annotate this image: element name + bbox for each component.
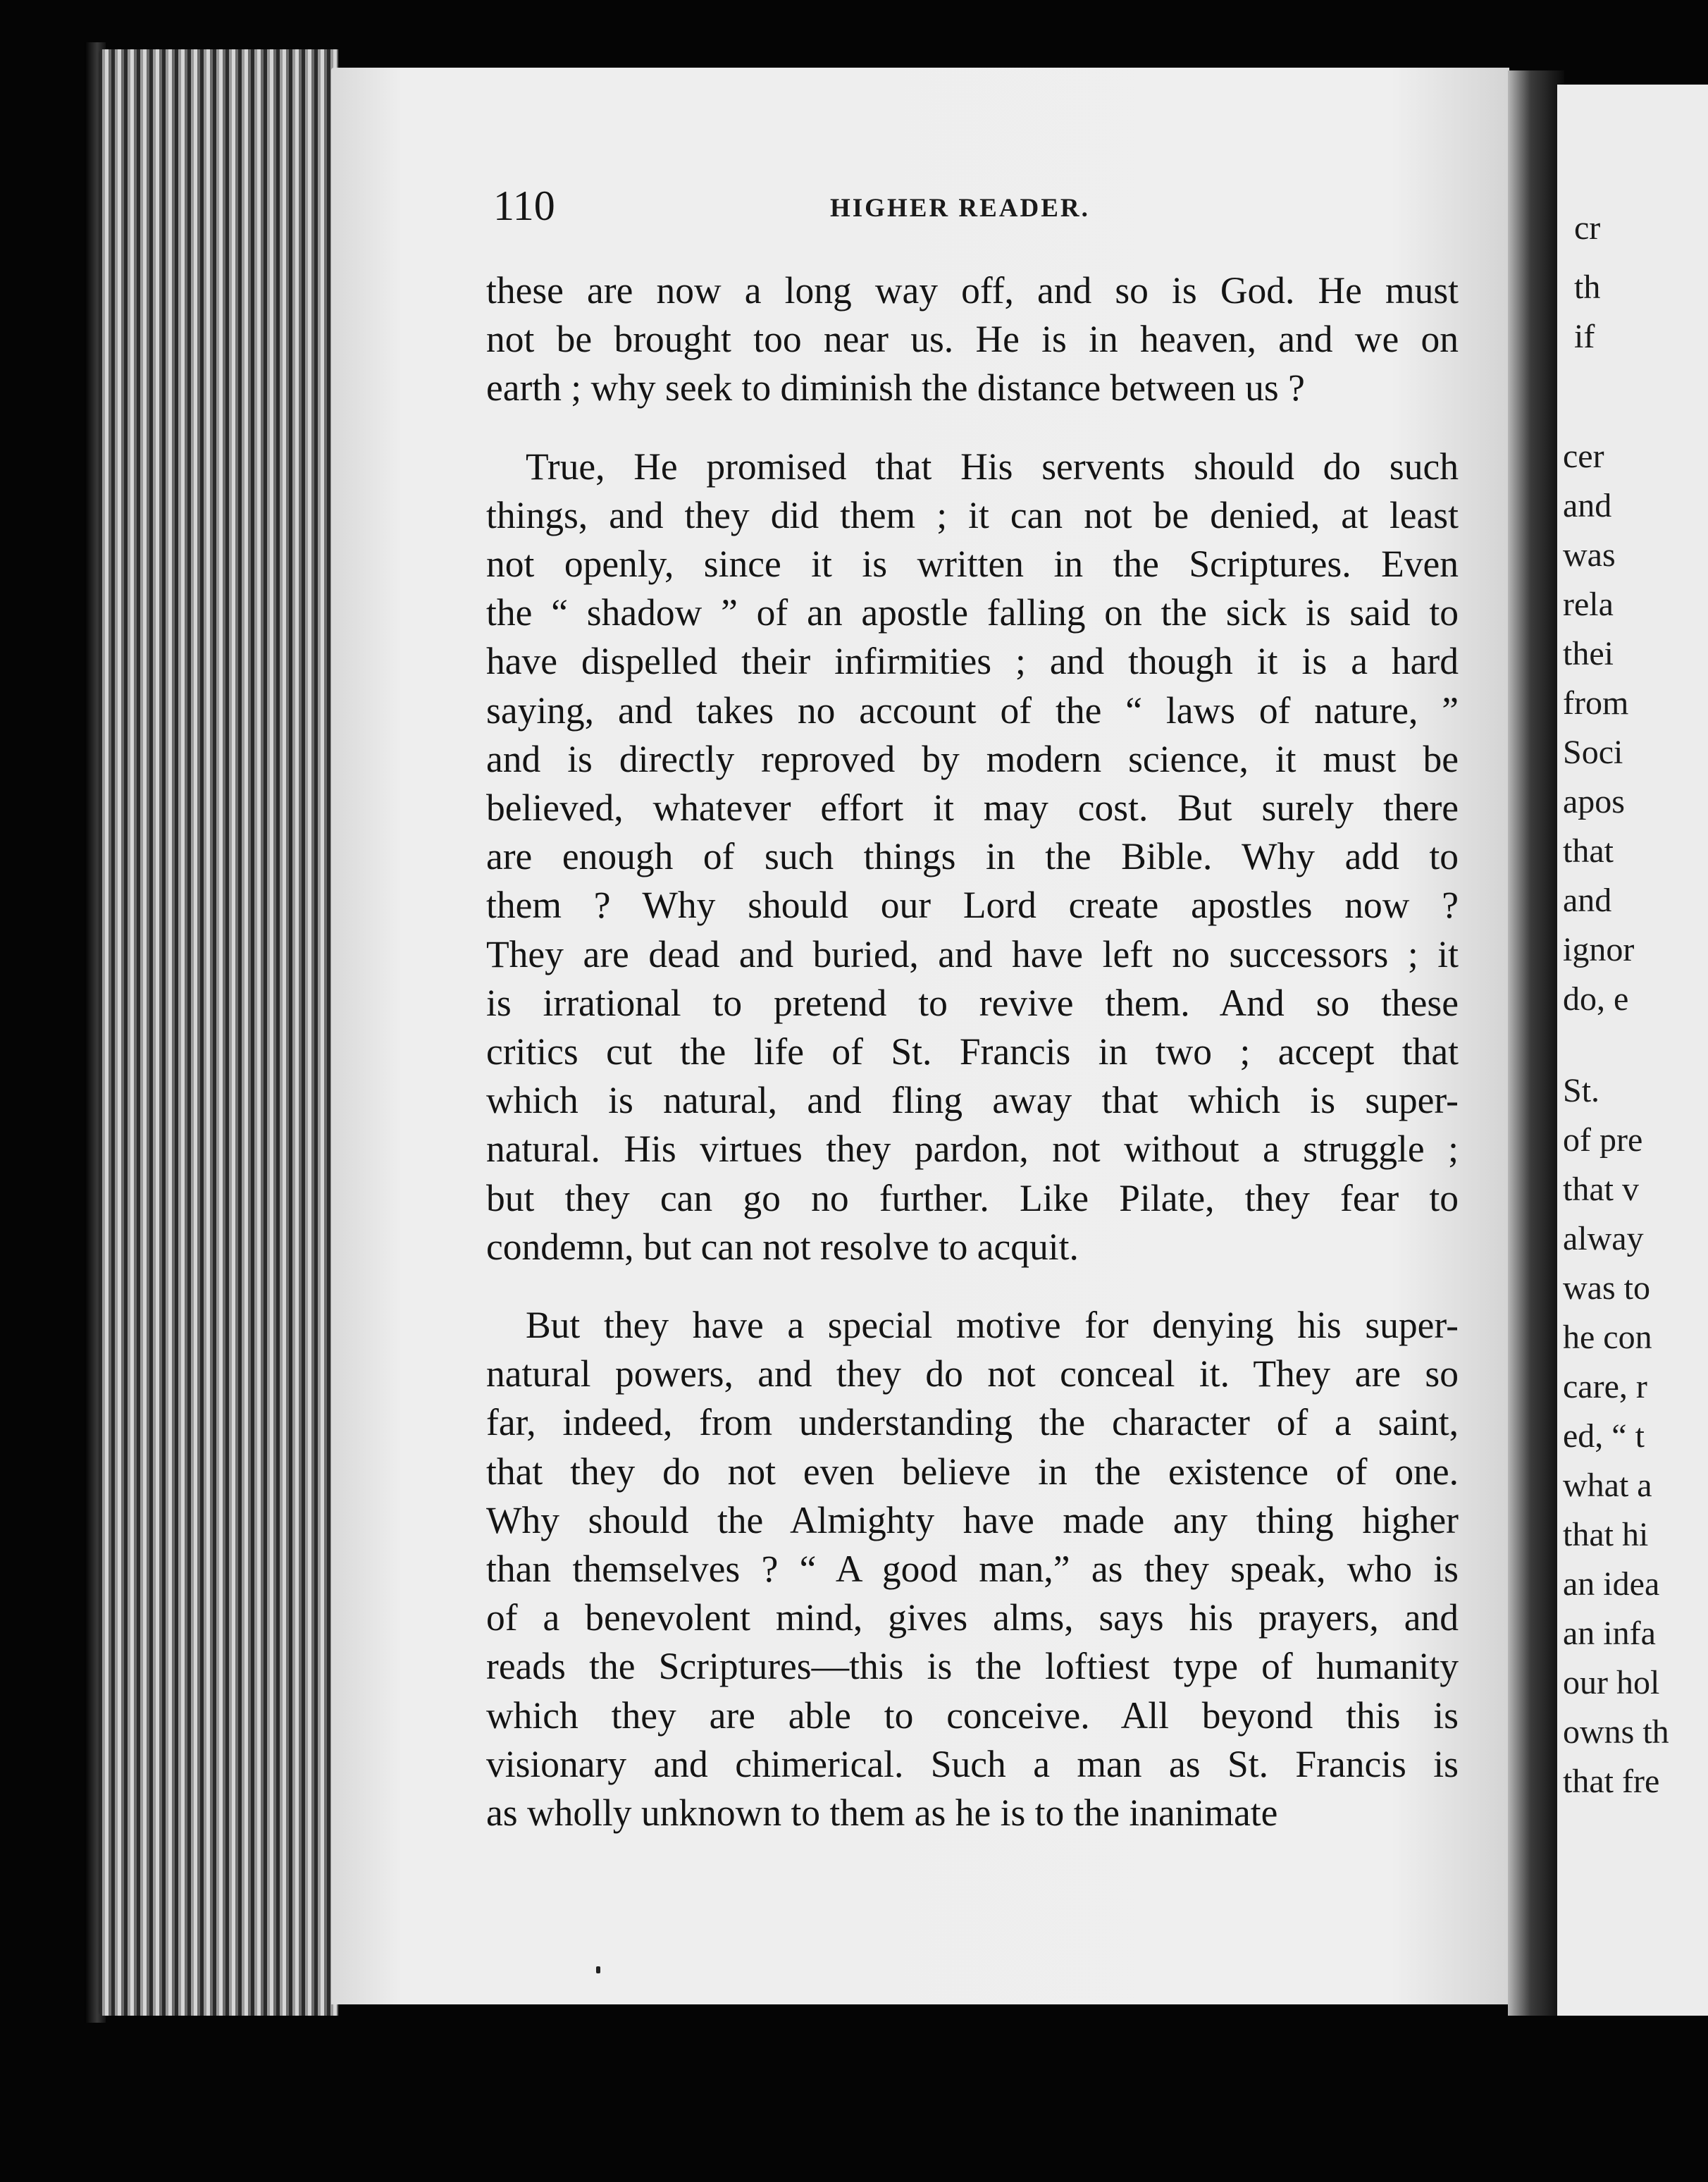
text-line: not openly, since it is written in the Scriptures. Even [486,543,1459,586]
facing-text-line: that v [1563,1171,1639,1208]
facing-text-line: that fre [1563,1763,1660,1800]
text-line: True, He promised that His servents should do such [526,445,1459,488]
book-gutter [1508,70,1564,2016]
facing-text-line: if [1574,318,1595,355]
facing-text-line: of pre [1563,1121,1643,1159]
text-line: natural. His virtues they pardon, not without a struggle ; [486,1128,1459,1171]
page-number: 110 [493,183,555,229]
facing-text-line: th [1574,269,1601,306]
text-line: condemn, but can not resolve to acquit. [486,1225,1079,1268]
text-line: these are now a long way off, and so is God. He must [486,269,1459,312]
facing-text-line: rela [1563,586,1614,623]
facing-text-line: owns th [1563,1713,1669,1751]
text-line: But they have a special motive for denying his super- [526,1304,1459,1347]
facing-text-line: that [1563,832,1614,870]
text-line: natural powers, and they do not conceal it. They are so [486,1352,1459,1395]
facing-text-line: and [1563,487,1612,524]
text-line: have dispelled their infirmities ; and though it is a hard [486,640,1459,683]
text-line: things, and they did them ; it can not be denied, at least [486,493,1459,536]
text-line: the “ shadow ” of an apostle falling on the sick is said to [486,591,1459,634]
text-line: Why should the Almighty have made any thing higher [486,1498,1459,1541]
facing-text-line: and [1563,882,1612,919]
facing-text-line: thei [1563,635,1614,672]
facing-text-line: St. [1563,1072,1600,1109]
text-line: and is directly reproved by modern science, it must be [486,737,1459,780]
text-line: far, indeed, from understanding the character of a saint, [486,1401,1459,1444]
facing-text-line: cer [1563,438,1604,475]
page-edges [99,49,338,2016]
facing-text-line: cr [1574,209,1601,247]
facing-text-line: our hol [1563,1664,1660,1701]
text-line: but they can go no further. Like Pilate, they fear to [486,1176,1459,1219]
text-line: visionary and chimerical. Such a man as St. Francis is [486,1742,1459,1785]
text-line: They are dead and buried, and have left no successors ; it [486,932,1459,975]
facing-text-line: ed, “ t [1563,1417,1645,1455]
facing-text-line: ignor [1563,931,1635,968]
facing-text-line: do, e [1563,980,1629,1018]
text-line: critics cut the life of St. Francis in two ; accept that [486,1030,1459,1073]
paragraph [486,1301,1459,1837]
facing-text-line: care, r [1563,1368,1647,1405]
text-line: are enough of such things in the Bible. Why add to [486,835,1459,878]
paragraph [486,443,1459,1271]
body-text [486,266,1459,1837]
text-line: them ? Why should our Lord create apostles now ? [486,884,1459,927]
text-line: believed, whatever effort it may cost. But surely there [486,787,1459,830]
facing-text-line: an idea [1563,1565,1660,1603]
facing-text-line: from [1563,684,1629,722]
facing-text-line: was [1563,536,1616,574]
print-speck [596,1966,600,1973]
text-line: that they do not even believe in the existence of one. [486,1450,1459,1493]
facing-text-line: apos [1563,783,1625,820]
text-line: not be brought too near us. He is in heaven, and we on [486,318,1459,361]
text-line: which they are able to conceive. All beyond this is [486,1694,1459,1737]
running-head [493,182,1466,231]
text-line: reads the Scriptures—this is the loftiest type of humanity [486,1645,1459,1688]
text-line: earth ; why seek to diminish the distance between us ? [486,366,1305,409]
facing-text-line: what a [1563,1467,1652,1504]
text-line: of a benevolent mind, gives alms, says his prayers, and [486,1596,1459,1639]
facing-text-line: Soci [1563,734,1623,771]
text-line: is irrational to pretend to revive them. And so these [486,981,1459,1024]
facing-text-line: alway [1563,1220,1644,1257]
text-line: saying, and takes no account of the “ laws of nature, ” [486,689,1459,732]
facing-text-line: an infa [1563,1615,1656,1652]
facing-page-fragment [1557,85,1708,2016]
text-line: than themselves ? “ A good man,” as they speak, who is [486,1548,1459,1591]
facing-text-line: was to [1563,1269,1650,1307]
text-line: as wholly unknown to them as he is to the inanimate [486,1792,1278,1835]
text-line: which is natural, and fling away that which is super- [486,1079,1459,1122]
paragraph [486,266,1459,413]
facing-text-line: he con [1563,1319,1652,1356]
facing-text-line: that hi [1563,1516,1649,1553]
running-title: HIGHER READER. [830,194,1090,223]
